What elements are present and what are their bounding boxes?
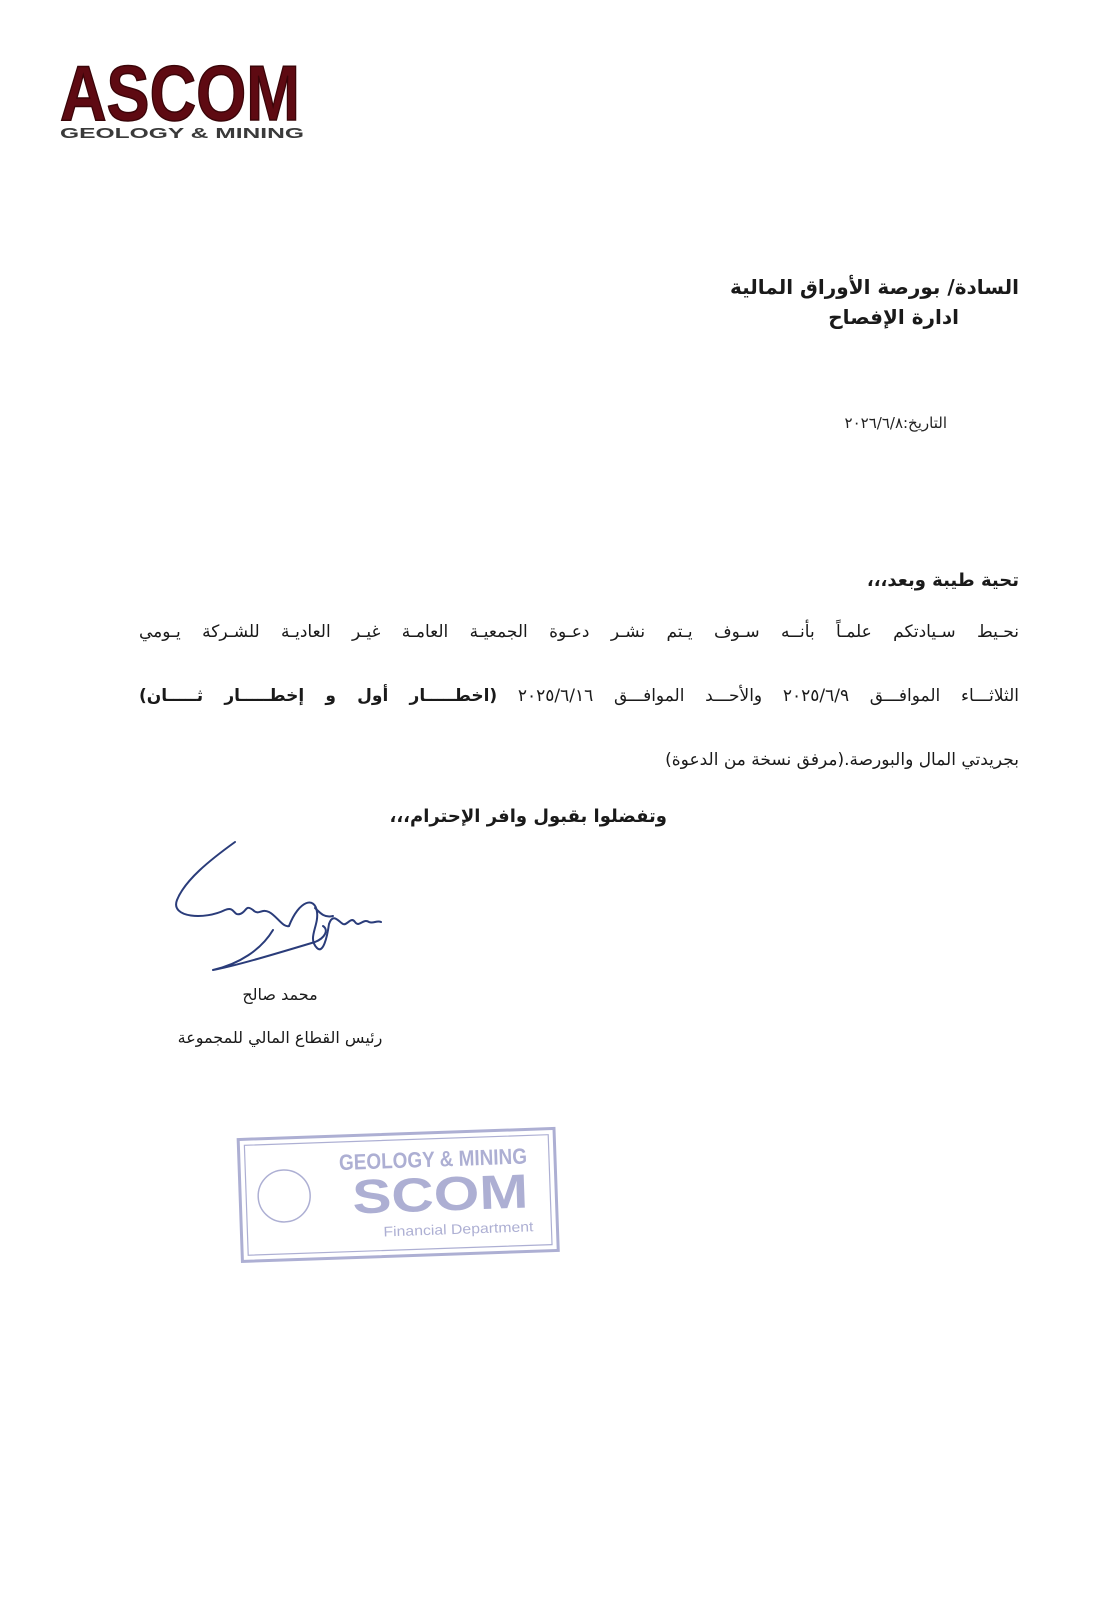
handwritten-signature (165, 830, 395, 980)
stamp-department: Financial Department (383, 1218, 517, 1240)
stamp-subtitle: GEOLOGY & MINING (338, 1142, 558, 1175)
logo-subtitle: GEOLOGY & MINING (60, 125, 304, 142)
body-paragraph-2-text: الثلاثـــاء الموافـــق ٢٠٢٥/٦/٩ والأحـــد الموافـــق ٢٠٢٥/٦/١٦ (497, 686, 1019, 706)
recipient-line: السادة/ بورصة الأوراق المالية (729, 275, 1019, 299)
greeting: تحية طيبة وبعد،،، (866, 570, 1019, 591)
logo-wordmark: ASCOM (60, 49, 300, 137)
signature-graphic (165, 830, 395, 980)
company-stamp (232, 1112, 562, 1267)
recipient-department: ادارة الإفصاح (828, 305, 959, 329)
letter-date: التاريخ:٢٠٢٦/٦/٨ (844, 414, 947, 432)
body-paragraph-2 (139, 686, 1019, 706)
ascom-logo-graphic (58, 40, 318, 150)
body-paragraph-3: بجريدتي المال والبورصة.(مرفق نسخة من الدعوة) (665, 750, 1019, 770)
body-paragraph-2-bold: (اخطـــــار أول و إخطـــــار ثـــــان) (139, 686, 498, 706)
stamp-wordmark: SCOM (351, 1166, 498, 1225)
signer-title: رئيس القطاع المالي للمجموعة (177, 1028, 383, 1047)
closing-line: وتفضلوا بقبول وافر الإحترام،،، (389, 806, 667, 827)
recipient-block (730, 272, 1019, 332)
signer-name: محمد صالح (242, 985, 318, 1004)
body-paragraph-1: نحـيط سـيادتكم علمـاً بأنــه سـوف يـتم نشـر دعـوة الجمعيـة العامـة غيـر العاديـة للشـركة يـومي (139, 622, 1019, 642)
stamp-graphic (232, 1112, 562, 1267)
company-logo (58, 40, 318, 150)
